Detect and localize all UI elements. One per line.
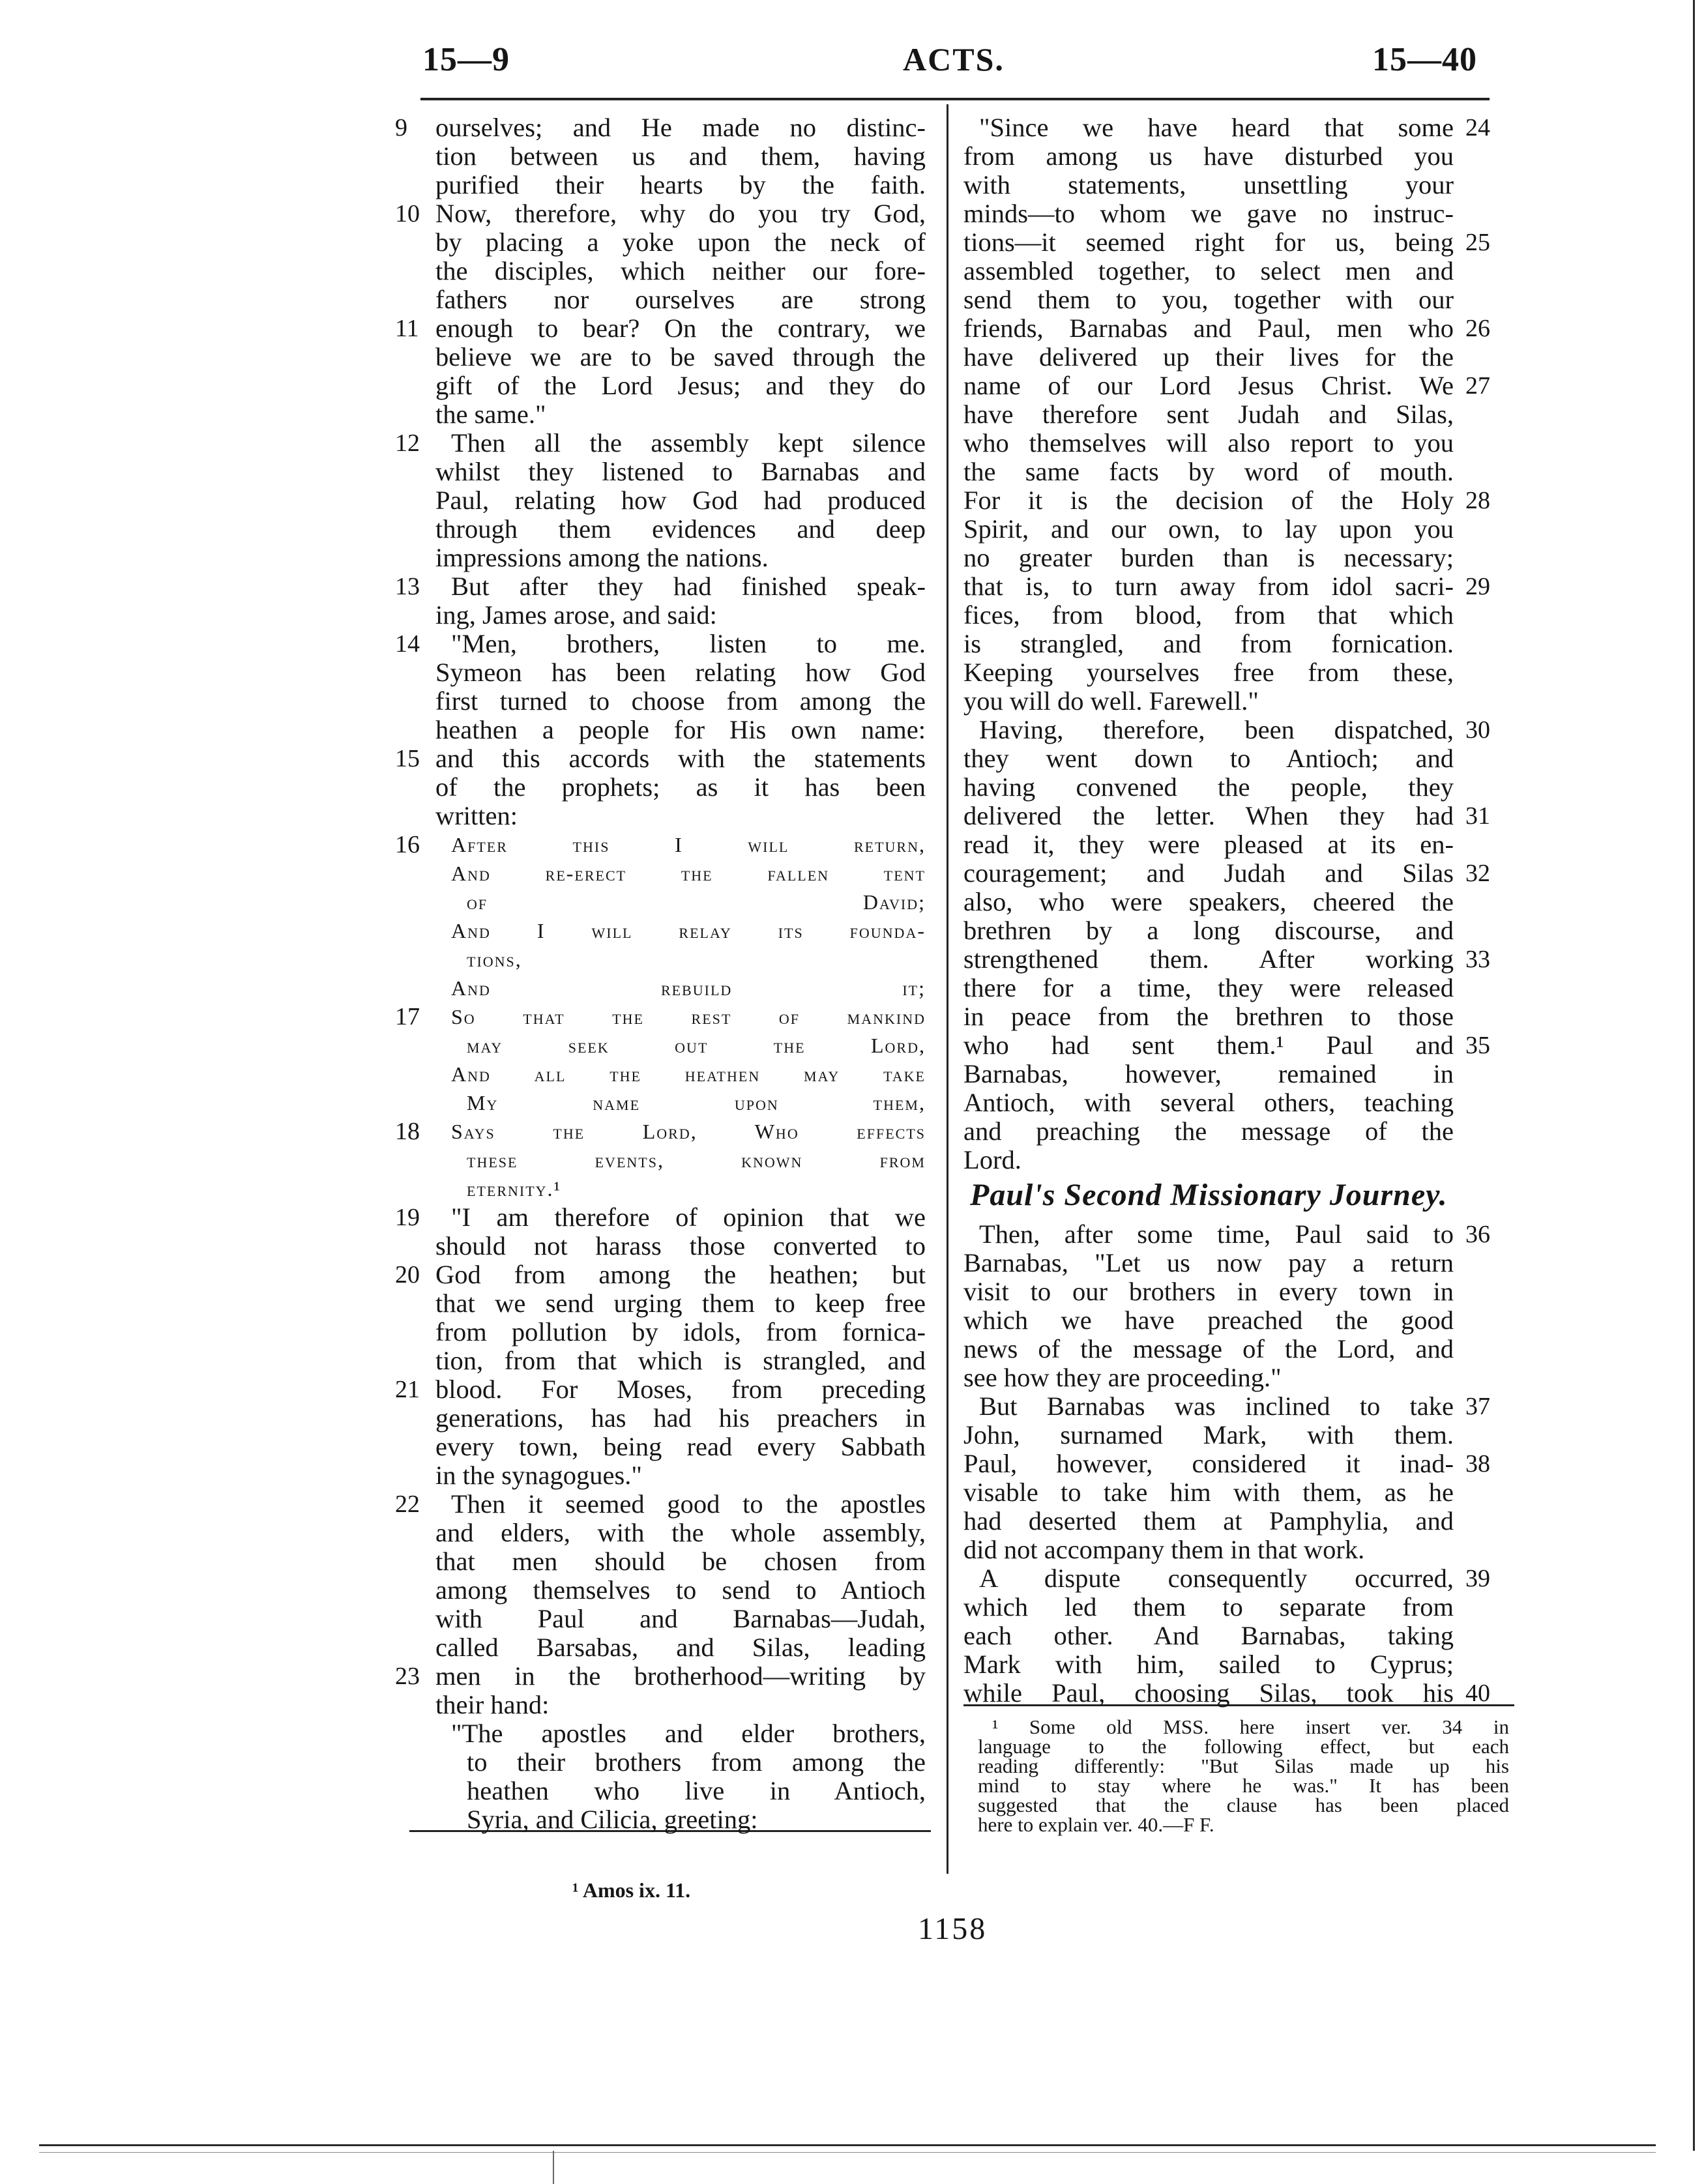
right-column-line: there for a time, they were released: [963, 973, 1454, 1002]
left-column-line: with Paul and Barnabas—Judah,: [435, 1604, 926, 1633]
verse-number: 15: [395, 745, 420, 772]
left-column-line: men in the brotherhood—writing by: [435, 1661, 926, 1691]
footnote-right: [978, 1717, 1509, 1835]
left-column-line: heathen a people for His own name:: [435, 715, 926, 744]
verse-number: 24: [1465, 114, 1490, 141]
right-column-line: you will do well. Farewell.": [963, 686, 1259, 716]
right-column-line: Then, after some time, Paul said to: [979, 1219, 1454, 1249]
right-column-line: Paul, however, considered it inad-: [963, 1449, 1454, 1478]
right-column-line: send them to you, together with our: [963, 285, 1454, 314]
right-column-line: couragement; and Judah and Silas: [963, 858, 1454, 888]
left-column-line: And all the heathen may take: [451, 1062, 926, 1086]
verse-number: 14: [395, 630, 420, 658]
right-column-line: John, surnamed Mark, with them.: [963, 1420, 1454, 1449]
left-column-line: by placing a yoke upon the neck of: [435, 227, 926, 257]
scan-edge-right: [1693, 0, 1695, 2151]
left-column-line: eternity.¹: [467, 1177, 562, 1201]
left-column-line: And I will relay its founda-: [451, 919, 926, 942]
verse-number: 40: [1465, 1680, 1490, 1707]
scan-edge-bottom: [39, 2144, 1656, 2146]
verse-number: 37: [1465, 1393, 1490, 1420]
header-rule: [420, 98, 1490, 100]
verse-number: 19: [395, 1204, 420, 1231]
right-column-line: had deserted them at Pamphylia, and: [963, 1506, 1454, 1536]
right-column-line: For it is the decision of the Holy: [963, 486, 1454, 515]
left-column-line: ing, James arose, and said:: [435, 600, 717, 630]
verse-number: 12: [395, 430, 420, 457]
page-number: 1158: [918, 1912, 988, 1946]
left-column-line: among themselves to send to Antioch: [435, 1575, 926, 1605]
verse-number: 30: [1465, 716, 1490, 744]
right-column-line: fices, from blood, from that which: [963, 600, 1454, 630]
left-column-line: may seek out the Lord,: [467, 1034, 926, 1057]
right-column-line: which led them to separate from: [963, 1592, 1454, 1622]
right-column-line: Barnabas, "Let us now pay a return: [963, 1248, 1454, 1277]
right-column-line: while Paul, choosing Silas, took his: [963, 1678, 1454, 1708]
right-column-line: "Since we have heard that some: [979, 113, 1454, 142]
right-column-line: A dispute consequently occurred,: [979, 1564, 1454, 1593]
left-column-line: written:: [435, 801, 518, 830]
right-column-line: news of the message of the Lord, and: [963, 1334, 1454, 1363]
left-column-line: of David;: [467, 890, 926, 914]
left-column-line: Now, therefore, why do you try God,: [435, 199, 926, 228]
left-column-line: first turned to choose from among the: [435, 686, 926, 716]
section-heading: Paul's Second Missionary Journey.: [970, 1178, 1448, 1212]
right-column-line: Having, therefore, been dispatched,: [979, 715, 1454, 744]
verse-number: 26: [1465, 315, 1490, 342]
left-column-line: Syria, and Cilicia, greeting:: [467, 1805, 758, 1834]
left-column-line: the disciples, which neither our fore-: [435, 256, 926, 285]
right-column-line: strengthened them. After working: [963, 944, 1454, 974]
left-column-line: tion between us and them, having: [435, 141, 926, 171]
header-book-title: ACTS.: [903, 41, 1005, 78]
left-column-line: generations, has had his preachers in: [435, 1403, 926, 1433]
left-column-line: So that the rest of mankind: [451, 1005, 926, 1028]
left-column-line: And re-erect the fallen tent: [451, 862, 926, 885]
right-column-line: did not accompany them in that work.: [963, 1535, 1365, 1564]
verse-number: 31: [1465, 802, 1490, 830]
verse-number: 22: [395, 1491, 420, 1518]
left-column-line: And rebuild it;: [451, 976, 926, 1000]
scan-edge-tick: [553, 2151, 554, 2184]
right-column-line: each other. And Barnabas, taking: [963, 1621, 1454, 1650]
right-column-line: have delivered up their lives for the: [963, 342, 1454, 371]
right-column-line: in peace from the brethren to those: [963, 1002, 1454, 1031]
verse-number: 17: [395, 1003, 420, 1030]
right-column-line: Keeping yourselves free from these,: [963, 658, 1454, 687]
right-column-line: assembled together, to select men and: [963, 256, 1454, 285]
left-column-line: "The apostles and elder brothers,: [451, 1719, 926, 1748]
left-column-line: in the synagogues.": [435, 1461, 642, 1490]
verse-number: 9: [395, 114, 407, 141]
left-column-line: that we send urging them to keep free: [435, 1289, 926, 1318]
right-column-line: who had sent them.¹ Paul and: [963, 1030, 1454, 1060]
footnote-left: ¹ Amos ix. 11.: [572, 1878, 691, 1902]
header-right-reference: 15—40: [1372, 41, 1477, 78]
left-column-line: tions,: [467, 948, 522, 971]
left-column-line: Says the Lord, Who effects: [451, 1120, 926, 1143]
verse-number: 10: [395, 200, 420, 227]
left-column-line: "I am therefore of opinion that we: [451, 1202, 926, 1232]
left-column-line: gift of the Lord Jesus; and they do: [435, 371, 926, 400]
verse-number: 27: [1465, 372, 1490, 400]
footnote-line: ¹ Some old MSS. here insert ver. 34 in: [992, 1715, 1509, 1738]
verse-number: 32: [1465, 860, 1490, 887]
right-column-line: they went down to Antioch; and: [963, 744, 1454, 773]
right-column-line: is strangled, and from fornication.: [963, 629, 1454, 658]
verse-number: 18: [395, 1118, 420, 1145]
left-column-line: these events, known from: [467, 1148, 926, 1172]
verse-number: 25: [1465, 229, 1490, 256]
verse-number: 13: [395, 573, 420, 600]
verse-number: 16: [395, 831, 420, 858]
footnote-line: mind to stay where he was." It has been: [978, 1774, 1509, 1797]
verse-number: 29: [1465, 573, 1490, 600]
right-column-line: with statements, unsettling your: [963, 170, 1454, 199]
footnote-line: here to explain ver. 40.—F F.: [978, 1813, 1214, 1836]
right-column-line: tions—it seemed right for us, being: [963, 227, 1454, 257]
left-column-line: blood. For Moses, from preceding: [435, 1375, 926, 1404]
left-column-line: called Barsabas, and Silas, leading: [435, 1633, 926, 1662]
left-column-line: Then all the assembly kept silence: [451, 428, 926, 458]
left-column-line: "Men, brothers, listen to me.: [451, 629, 926, 658]
column-divider: [947, 104, 948, 1874]
left-column-line: heathen who live in Antioch,: [467, 1776, 926, 1805]
verse-number: 33: [1465, 946, 1490, 973]
left-column-line: fathers nor ourselves are strong: [435, 285, 926, 314]
left-column-line: whilst they listened to Barnabas and: [435, 457, 926, 486]
left-column-line: impressions among the nations.: [435, 543, 769, 572]
verse-number: 28: [1465, 487, 1490, 514]
right-column-line: having convened the people, they: [963, 772, 1454, 802]
left-column-line: and elders, with the whole assembly,: [435, 1518, 926, 1547]
right-column-line: delivered the letter. When they had: [963, 801, 1454, 830]
left-column-line: of the prophets; as it has been: [435, 772, 926, 802]
left-column-line: and this accords with the statements: [435, 744, 926, 773]
right-column-line: see how they are proceeding.": [963, 1363, 1282, 1392]
left-column-line: through them evidences and deep: [435, 514, 926, 544]
left-column-line: purified their hearts by the faith.: [435, 170, 926, 199]
left-column-line: ourselves; and He made no distinc-: [435, 113, 926, 142]
right-column-line: who themselves will also report to you: [963, 428, 1454, 458]
left-column-line: believe we are to be saved through the: [435, 342, 926, 371]
right-column-line: no greater burden than is necessary;: [963, 543, 1454, 572]
left-column-line: every town, being read every Sabbath: [435, 1432, 926, 1461]
left-column-line: Then it seemed good to the apostles: [451, 1489, 926, 1519]
right-column-line: visable to take him with them, as he: [963, 1478, 1454, 1507]
right-column-line: Lord.: [963, 1145, 1021, 1174]
left-column-line: should not harass those converted to: [435, 1231, 926, 1260]
right-column-upper: [963, 113, 1490, 1174]
right-column-line: also, who were speakers, cheered the: [963, 887, 1454, 916]
right-column-line: But Barnabas was inclined to take: [979, 1391, 1454, 1421]
left-column-line: My name upon them,: [467, 1091, 926, 1114]
left-column-line: to their brothers from among the: [467, 1747, 926, 1777]
verse-number: 36: [1465, 1221, 1490, 1248]
right-column-line: brethren by a long discourse, and: [963, 916, 1454, 945]
right-column-line: that is, to turn away from idol sacri-: [963, 572, 1454, 601]
verse-number: 38: [1465, 1450, 1490, 1478]
right-column-line: have therefore sent Judah and Silas,: [963, 400, 1454, 429]
right-column-line: which we have preached the good: [963, 1305, 1454, 1335]
right-column-line: Antioch, with several others, teaching: [963, 1088, 1454, 1117]
left-column: [395, 113, 926, 1834]
header-left-reference: 15—9: [422, 41, 510, 78]
left-column-line: from pollution by idols, from fornica-: [435, 1317, 926, 1347]
right-column-line: Spirit, and our own, to lay upon you: [963, 514, 1454, 544]
scan-edge-bottom-thin: [39, 2152, 1656, 2153]
left-column-line: enough to bear? On the contrary, we: [435, 313, 926, 343]
verse-number: 20: [395, 1261, 420, 1289]
right-column-line: the same facts by word of mouth.: [963, 457, 1454, 486]
right-column-line: minds—to whom we gave no instruc-: [963, 199, 1454, 228]
left-column-line: Symeon has been relating how God: [435, 658, 926, 687]
right-column-line: Mark with him, sailed to Cyprus;: [963, 1650, 1454, 1679]
left-column-line: After this I will return,: [451, 833, 926, 856]
verse-number: 11: [395, 315, 419, 342]
footnote-line: reading differently: "But Silas made up his: [978, 1754, 1509, 1777]
footnote-line: suggested that the clause has been placed: [978, 1794, 1509, 1816]
right-column-line: friends, Barnabas and Paul, men who: [963, 313, 1454, 343]
left-column-line: that men should be chosen from: [435, 1547, 926, 1576]
right-column-line: and preaching the message of the: [963, 1116, 1454, 1146]
left-column-line: But after they had finished speak-: [451, 572, 926, 601]
right-column-line: Barnabas, however, remained in: [963, 1059, 1454, 1088]
right-column-line: visit to our brothers in every town in: [963, 1277, 1454, 1306]
right-column-lower: [963, 1219, 1490, 1708]
left-column-line: the same.": [435, 400, 546, 429]
right-column-line: from among us have disturbed you: [963, 141, 1454, 171]
left-column-line: Paul, relating how God had produced: [435, 486, 926, 515]
verse-number: 39: [1465, 1565, 1490, 1592]
right-column-line: read it, they were pleased at its en-: [963, 830, 1454, 859]
left-column-line: God from among the heathen; but: [435, 1260, 926, 1289]
left-column-line: tion, from that which is strangled, and: [435, 1346, 926, 1375]
footnote-line: language to the following effect, but each: [978, 1735, 1509, 1758]
right-column-line: name of our Lord Jesus Christ. We: [963, 371, 1454, 400]
verse-number: 23: [395, 1663, 420, 1690]
verse-number: 35: [1465, 1032, 1490, 1059]
left-column-line: their hand:: [435, 1690, 550, 1719]
verse-number: 21: [395, 1376, 420, 1403]
